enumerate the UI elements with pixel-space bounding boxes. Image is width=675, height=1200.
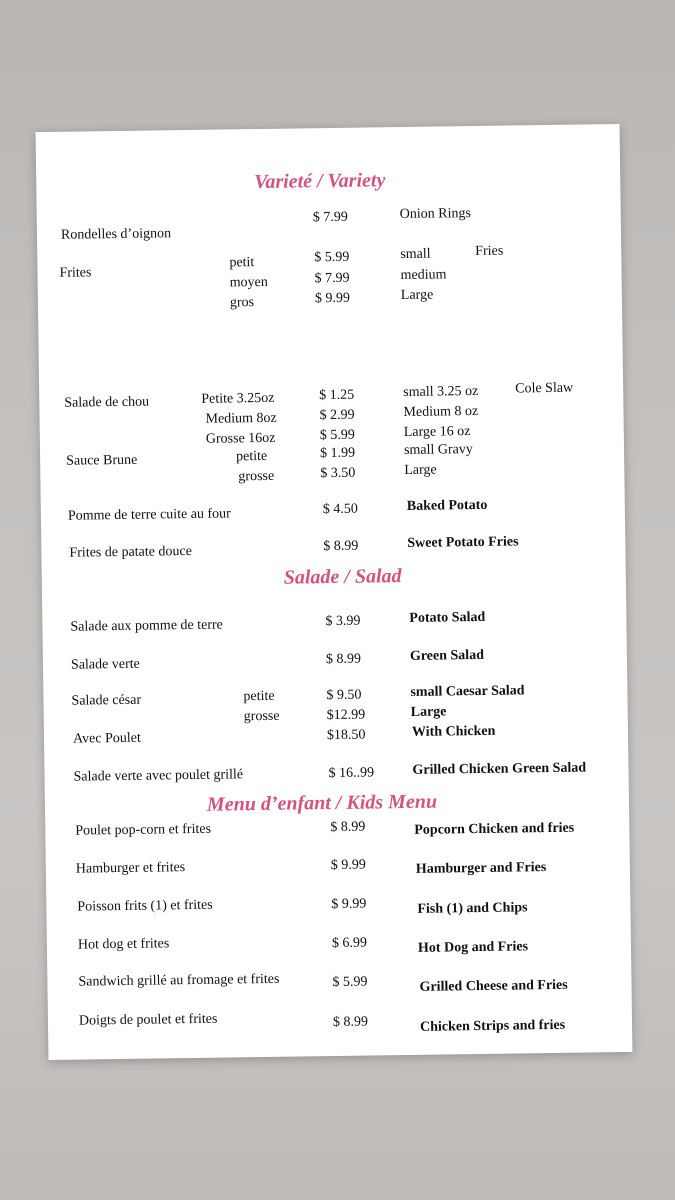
item-price-coleslaw-small: $ 1.25 [319,387,355,404]
item-en-fries-large: Large [400,287,434,304]
item-fr-grilled-cheese: Sandwich grillé au fromage et frites [78,971,280,990]
item-size-fries-large: gros [229,295,255,311]
item-price-hamburger: $ 9.99 [330,857,366,874]
item-en-fish-chips: Fish (1) and Chips [417,900,528,917]
item-price-grilled-cheese: $ 5.99 [332,974,368,991]
item-price-potato-salad: $ 3.99 [325,613,361,630]
item-fr-sweet-potato-fries: Frites de patate douce [69,543,192,561]
item-price-grilled-chicken-salad: $ 16..99 [328,765,375,782]
section-heading-kids-menu: Menu d’enfant / Kids Menu [206,790,438,816]
item-en-hamburger: Hamburger and Fries [415,860,547,877]
item-fr-onion-rings: Rondelles d’oignon [60,226,172,243]
item-en-gravy-large: Large [404,462,437,479]
item-fr-gravy: Sauce Brune [66,452,138,469]
item-size-fries-medium: moyen [229,274,268,291]
item-en-caesar-small: small Caesar Salad [410,683,525,700]
item-fr-caesar-salad: Salade césar [71,692,142,709]
item-fr-hamburger: Hamburger et frites [75,860,186,877]
item-price-sweet-potato-fries: $ 8.99 [323,538,359,555]
item-fr-baked-potato: Pomme de terre cuite au four [67,506,231,524]
item-size-coleslaw-large: Grosse 16oz [205,430,276,447]
item-en-coleslaw: Cole Slaw [515,380,574,397]
item-fr-with-chicken: Avec Poulet [72,730,141,747]
menu-sheet [36,124,633,1060]
item-price-fries-small: $ 5.99 [314,249,350,266]
item-price-hot-dog: $ 6.99 [331,935,368,952]
item-en-grilled-cheese: Grilled Cheese and Fries [419,977,568,995]
item-price-coleslaw-large: $ 5.99 [319,427,355,444]
item-en-coleslaw-small: small 3.25 oz [403,383,479,401]
section-heading-salad: Salade / Salad [283,565,402,589]
item-en-baked-potato: Baked Potato [406,497,488,514]
item-en-gravy-small: small Gravy [403,442,473,459]
item-price-fries-large: $ 9.99 [314,290,351,307]
item-price-fish-chips: $ 9.99 [331,896,367,913]
item-price-onion-rings: $ 7.99 [312,209,348,226]
item-price-caesar-large: $12.99 [326,707,366,724]
item-size-coleslaw-medium: Medium 8oz [205,410,277,427]
item-en-grilled-chicken-salad: Grilled Chicken Green Salad [412,760,587,778]
item-fr-chicken-strips: Doigts de poulet et frites [78,1011,218,1029]
item-en-coleslaw-medium: Medium 8 oz [403,403,479,421]
item-size-caesar-small: petite [243,688,275,705]
item-en-potato-salad: Potato Salad [409,609,486,626]
item-price-popcorn-chicken: $ 8.99 [330,819,366,836]
item-price-caesar-small: $ 9.50 [326,687,362,704]
item-price-green-salad: $ 8.99 [325,651,362,668]
item-size-fries-small: petit [229,255,255,271]
section-heading-variety: Varieté / Variety [254,169,386,194]
item-price-with-chicken: $18.50 [326,727,366,744]
item-price-baked-potato: $ 4.50 [322,501,358,518]
item-price-fries-medium: $ 7.99 [314,270,350,287]
item-en-with-chicken: With Chicken [411,723,496,740]
item-fr-grilled-chicken-salad: Salade verte avec poulet grillé [73,767,244,785]
item-size-gravy-large: grosse [238,468,275,485]
item-en-onion-rings: Onion Rings [399,206,472,223]
item-fr-hot-dog: Hot dog et frites [77,936,170,953]
item-price-gravy-large: $ 3.50 [320,465,356,482]
item-en-hot-dog: Hot Dog and Fries [417,939,529,956]
item-fr-popcorn-chicken: Poulet pop-corn et frites [75,821,212,839]
item-fr-green-salad: Salade verte [70,656,140,673]
item-en-popcorn-chicken: Popcorn Chicken and fries [414,820,575,838]
item-en-green-salad: Green Salad [409,647,485,664]
item-fr-fries: Frites [59,265,92,281]
item-en-fries-medium: medium [400,267,447,284]
item-en-coleslaw-large: Large 16 oz [403,424,471,441]
item-en-caesar-large: Large [410,704,447,720]
item-en-fries-small: small [400,246,431,263]
item-price-chicken-strips: $ 8.99 [332,1014,369,1031]
item-en-chicken-strips: Chicken Strips and fries [419,1017,566,1035]
item-en-fries: Fries [475,243,504,259]
item-en-sweet-potato-fries: Sweet Potato Fries [407,534,519,551]
item-fr-potato-salad: Salade aux pomme de terre [70,617,223,635]
item-size-caesar-large: grosse [243,708,280,725]
item-price-gravy-small: $ 1.99 [319,445,356,462]
item-fr-fish-chips: Poisson frits (1) et frites [77,897,213,915]
item-size-gravy-small: petite [235,448,268,465]
item-size-coleslaw-small: Petite 3.25oz [201,390,275,407]
item-price-coleslaw-medium: $ 2.99 [319,407,355,424]
item-fr-coleslaw: Salade de chou [64,394,150,411]
